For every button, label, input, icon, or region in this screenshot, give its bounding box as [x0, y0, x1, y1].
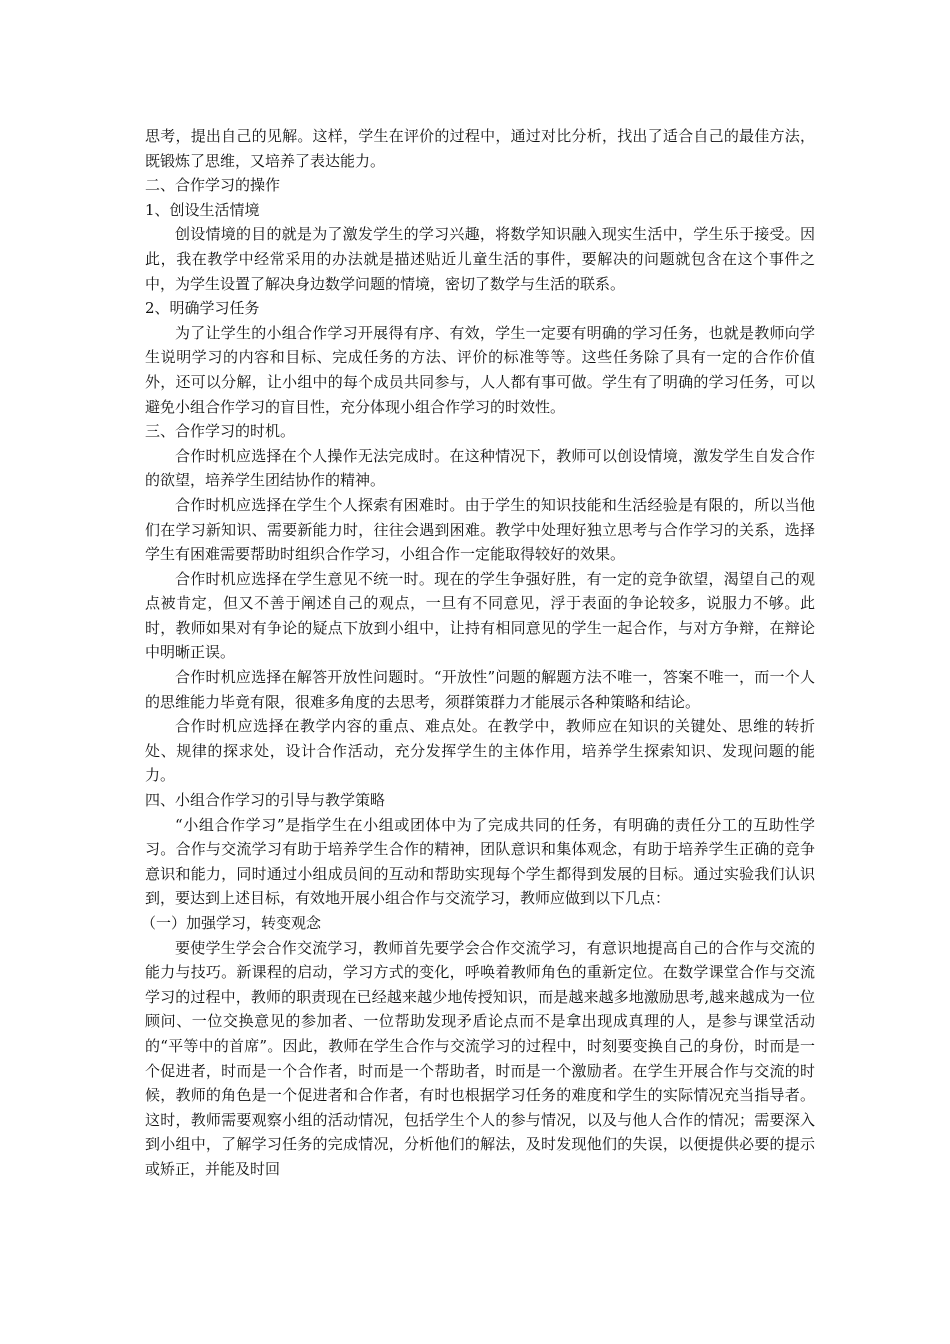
section-heading: 三、合作学习的时机。: [145, 422, 296, 441]
subsection-heading: 1、创设生活情境: [145, 200, 260, 219]
body-paragraph: 创设情境的目的就是为了激发学生的学习兴趣，将数学知识融入现实生活中，学生乐于接受。因此，我在教学中经常采用的办法就是描述贴近儿童生活的事件，要解决的问题就包含在这个事件之中，为学生设置了解决身边数学问题的情境，密切了数学与生活的联系。: [145, 225, 815, 293]
document-page: [141, 124, 815, 1182]
body-paragraph: “小组合作学习”是指学生在小组或团体中为了完成共同的任务，有明确的责任分工的互助性学习。合作与交流学习有助于培养学生合作的精神，团队意识和集体观念，有助于培养学生正确的竞争意识和能力，同时通过小组成员间的互动和帮助实现每个学生都得到发展的目标。通过实验我们认识到，要达到上述目标，有效地开展小组合作与交流学习，教师应做到以下几点：: [145, 815, 815, 908]
body-paragraph: 要使学生学会合作交流学习，教师首先要学会合作交流学习，有意识地提高自己的合作与交流的能力与技巧。新课程的启动，学习方式的变化，呼唤着教师角色的重新定位。在数学课堂合作与交流学习的过程中，教师的职责现在已经越来越少地传授知识，而是越来越多地激励思考,越来越成为一位顾问、一位交换意见的参加者、一位帮助发现矛盾论点而不是拿出现成真理的人，是参与课堂活动的“平等中的首席”。因此，教师在学生合作与交流学习的过程中，时刻要变换自己的身份，时而是一个促进者，时而是一个合作者，时而是一个帮助者，时而是一个激励者。在学生开展合作与交流的时候，教师的角色是一个促进者和合作者，有时也根据学习任务的难度和学生的实际情况充当指导者。这时，教师需要观察小组的活动情况，包括学生个人的参与情况，以及与他人合作的情况；需要深入到小组中，了解学习任务的完成情况，分析他们的解法，及时发现他们的失误，以便提供必要的提示或矫正，并能及时回: [145, 938, 815, 1178]
body-paragraph: 合作时机应选择在学生个人探索有困难时。由于学生的知识技能和生活经验是有限的，所以当他们在学习新知识、需要新能力时，往往会遇到困难。教学中处理好独立思考与合作学习的关系，选择学生有困难需要帮助时组织合作学习，小组合作一定能取得较好的效果。: [145, 495, 815, 564]
body-paragraph: 合作时机应选择在学生意见不统一时。现在的学生争强好胜，有一定的竞争欲望，渴望自己的观点被肯定，但又不善于阐述自己的观点，一旦有不同意见，浮于表面的争论较多，说服力不够。此时，教师如果对有争论的疑点下放到小组中，让持有相同意见的学生一起合作，与对方争辩，在辩论中明晰正误。: [145, 569, 815, 662]
body-paragraph: 合作时机应选择在解答开放性问题时。“开放性”问题的解题方法不唯一，答案不唯一，而一个人的思维能力毕竟有限，很难多角度的去思考，须群策群力才能展示各种策略和结论。: [145, 668, 815, 711]
body-paragraph: 合作时机应选择在教学内容的重点、难点处。在教学中，教师应在知识的关键处、思维的转折处、规律的探求处，设计合作活动，充分发挥学生的主体作用，培养学生探索知识、发现问题的能力。: [145, 717, 815, 785]
body-paragraph: 为了让学生的小组合作学习开展得有序、有效，学生一定要有明确的学习任务，也就是教师向学生说明学习的内容和目标、完成任务的方法、评价的标准等等。这些任务除了具有一定的合作价值外，还可以分解，让小组中的每个成员共同参与，人人都有事可做。学生有了明确的学习任务，可以避免小组合作学习的盲目性，充分体现小组合作学习的时效性。: [145, 323, 815, 416]
section-heading: 二、合作学习的操作: [145, 176, 281, 195]
section-heading: 四、小组合作学习的引导与教学策略: [145, 791, 386, 810]
body-paragraph: 合作时机应选择在个人操作无法完成时。在这种情况下，教师可以创设情境，激发学生自发合作的欲望，培养学生团结协作的精神。: [145, 446, 815, 490]
subsection-heading: （一）加强学习，转变观念: [141, 914, 322, 932]
subsection-heading: 2、明确学习任务: [145, 299, 260, 318]
paragraph-continued: 思考，提出自己的见解。这样，学生在评价的过程中，通过对比分析，找出了适合自己的最佳方法，既锻炼了思维，又培养了表达能力。: [145, 127, 815, 170]
